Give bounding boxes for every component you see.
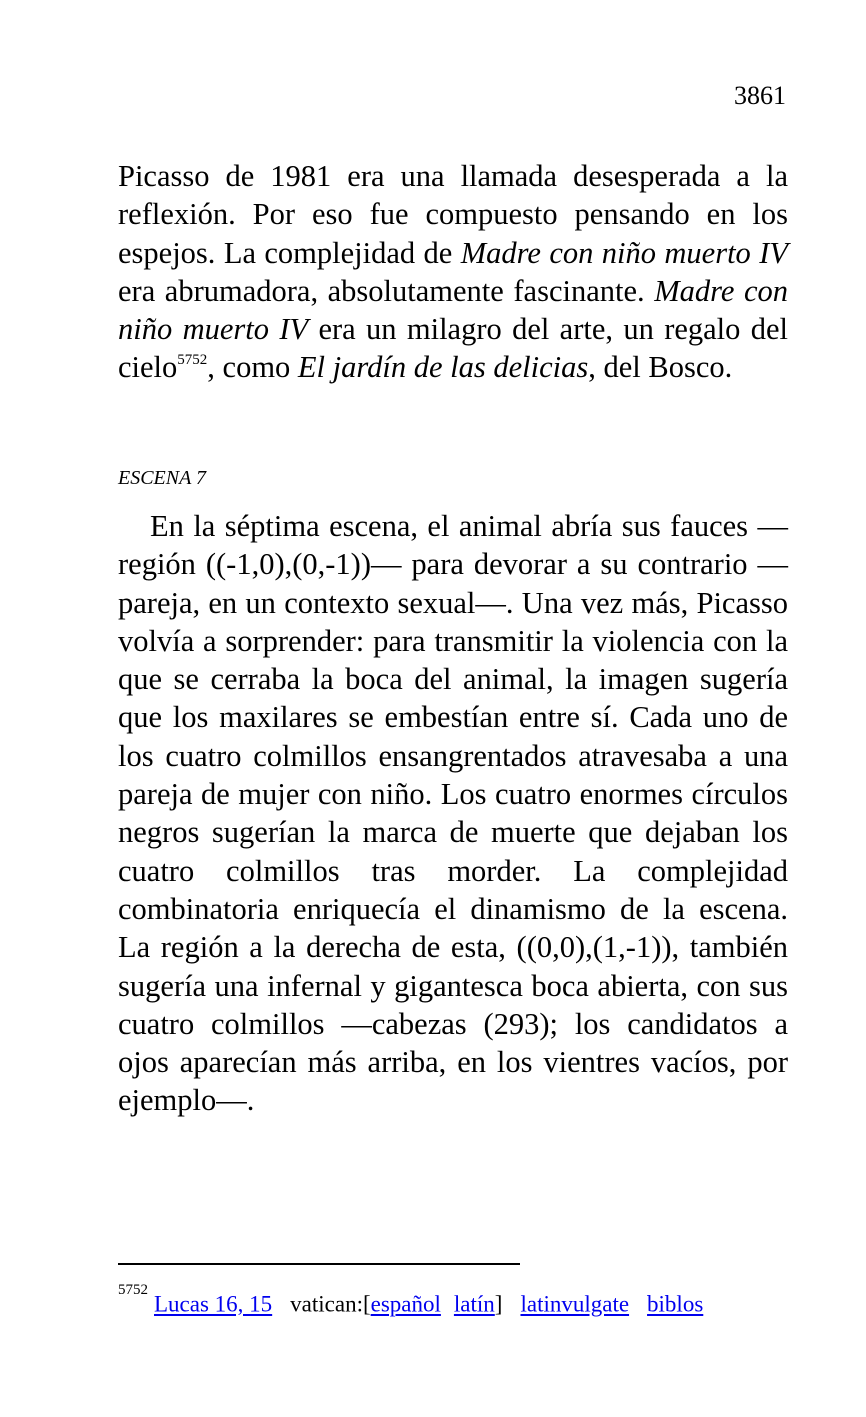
footnote-reference[interactable]: 5752 (177, 352, 208, 369)
footnote-link-espanol[interactable]: español (370, 1291, 441, 1317)
para1-italic-title-1: Madre con niño muerto IV (460, 235, 788, 270)
footnote-link-lucas[interactable]: Lucas 16, 15 (154, 1291, 273, 1317)
page-number: 3861 (734, 81, 786, 110)
para1-text-4: , como (207, 350, 298, 385)
footnote-vatican-label: vatican:[ (290, 1291, 371, 1317)
para1-text-1: Picasso de 1981 era una llamada desesperada a la reflexión. Por eso fue compuesto pensando en los espejos. La complejidad de (118, 159, 788, 270)
para1-text-5: , del Bosco. (588, 350, 733, 385)
footnote (118, 1284, 703, 1320)
para1-text-2: era abrumadora, absolutamente fascinante. (118, 273, 655, 308)
footnote-number: 5752 (118, 1282, 148, 1298)
footnote-bracket-close: ] (494, 1291, 503, 1317)
paragraph-2: En la séptima escena, el animal abría sus fauces —región ((-1,0),(0,-1))— para devorar a su contrario —pareja, en un contexto sexual—. Una vez más, Picasso volvía a sorprender: para transmitir la violencia con la que se cerraba la boca del animal, la imagen sugería que los maxilares se embestían entre sí. Cada uno de los cuatro colmillos ensangrentados atravesaba a una pareja de mujer con niño. Los cuatro enormes círculos negros sugerían la marca de muerte que dejaban los cuatro colmillos tras morder. La complejidad combinatoria enriquecía el dinamismo de la escena. La región a la derecha de esta, ((0,0),(1,-1)), también sugería una infernal y gigantesca boca abierta, con sus cuatro colmillos —cabezas (293); los candidatos a ojos aparecían más arriba, en los vientres vacíos, por ejemplo—. (118, 509, 788, 1118)
para1-text-3: era un milagro del arte, un regalo del cielo (118, 312, 789, 385)
para1-italic-title-3: El jardín de las delicias (297, 350, 589, 385)
footnote-link-biblos[interactable]: biblos (647, 1291, 704, 1317)
footnote-link-latin[interactable]: latín (453, 1291, 495, 1317)
footnote-link-latinvulgate[interactable]: latinvulgate (520, 1291, 630, 1317)
paragraph-1 (118, 157, 788, 387)
para1-italic-title-2: Madre con niño muerto IV (118, 273, 788, 347)
footnote-divider (118, 1263, 520, 1265)
section-heading: ESCENA 7 (118, 467, 206, 489)
